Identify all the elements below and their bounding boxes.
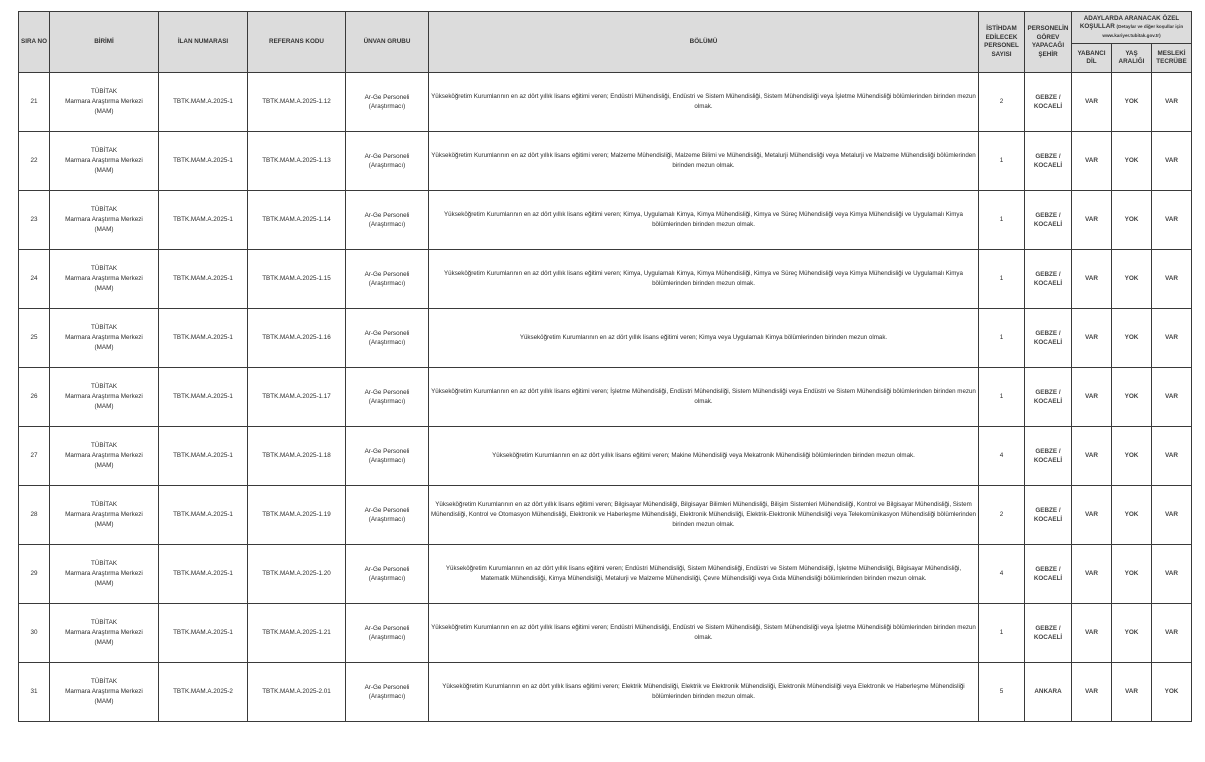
unvan-line-2: (Araştırmacı)	[368, 634, 406, 641]
row-sayi: 1	[979, 309, 1025, 368]
row-ref: TBTK.MAM.A.2025-1.20	[248, 545, 346, 604]
row-bolum: Yükseköğretim Kurumlarının en az dört yıllık lisans eğitimi veren; İşletme Mühendisliği, Endüstri Mühendisliği, Sistem Mühendisliği veya Endüstri ve Sistem Mühendisliği bölümlerinden birinden mezun olmak.	[429, 368, 979, 427]
table-row	[19, 368, 1192, 427]
unvan-line-1: Ar-Ge Personeli	[364, 447, 410, 455]
table-row	[19, 545, 1192, 604]
unvan-line-1: Ar-Ge Personeli	[364, 388, 410, 396]
row-ref: TBTK.MAM.A.2025-1.19	[248, 486, 346, 545]
row-sehir	[1025, 604, 1072, 663]
row-mesleki-tecrube: VAR	[1152, 368, 1192, 427]
row-yabanci-dil: VAR	[1072, 132, 1112, 191]
row-birimi	[50, 545, 159, 604]
row-yas-araligi: YOK	[1112, 191, 1152, 250]
unit-line-3: (MAM)	[94, 403, 114, 410]
row-yabanci-dil: VAR	[1072, 604, 1112, 663]
unit-line-3: (MAM)	[94, 226, 114, 233]
row-sayi: 4	[979, 427, 1025, 486]
table-row	[19, 250, 1192, 309]
sehir-line-2: KOCAELİ	[1033, 280, 1063, 287]
row-yabanci-dil: VAR	[1072, 486, 1112, 545]
row-sayi: 1	[979, 132, 1025, 191]
row-ilan: TBTK.MAM.A.2025-1	[159, 250, 248, 309]
unit-line-2: Marmara Araştırma Merkezi	[65, 393, 143, 400]
unvan-line-2: (Araştırmacı)	[368, 339, 406, 346]
row-unvan	[346, 486, 429, 545]
header-referans-kodu: REFERANS KODU	[248, 12, 346, 73]
row-sayi: 1	[979, 604, 1025, 663]
row-yas-araligi: YOK	[1112, 427, 1152, 486]
unvan-line-1: Ar-Ge Personeli	[364, 211, 410, 219]
unvan-line-2: (Araştırmacı)	[368, 103, 406, 110]
sehir-line-1: GEBZE /	[1035, 329, 1061, 337]
row-birimi	[50, 663, 159, 722]
unit-line-1: TÜBİTAK	[90, 560, 118, 567]
header-yabanci-dil: YABANCI DİL	[1072, 44, 1112, 73]
header-sehir: PERSONELİN GÖREV YAPACAĞI ŞEHİR	[1025, 12, 1072, 73]
unit-line-3: (MAM)	[94, 167, 114, 174]
sehir-line-2: KOCAELİ	[1033, 457, 1063, 464]
row-bolum: Yükseköğretim Kurumlarının en az dört yıllık lisans eğitimi veren; Kimya, Uygulamalı Kimya, Kimya Mühendisliği, Kimya ve Süreç Mühendisliği veya Kimya Mühendisliği ve Uygulamalı Kimya bölümlerinden birinden mezun olmak.	[429, 191, 979, 250]
table-body	[19, 73, 1192, 722]
unvan-line-2: (Araştırmacı)	[368, 162, 406, 169]
row-sehir	[1025, 309, 1072, 368]
row-sehir	[1025, 486, 1072, 545]
row-unvan	[346, 427, 429, 486]
row-birimi	[50, 132, 159, 191]
unvan-line-2: (Araştırmacı)	[368, 575, 406, 582]
row-yabanci-dil: VAR	[1072, 545, 1112, 604]
row-yas-araligi: YOK	[1112, 132, 1152, 191]
row-mesleki-tecrube: VAR	[1152, 427, 1192, 486]
unit-line-3: (MAM)	[94, 639, 114, 646]
row-bolum: Yükseköğretim Kurumlarının en az dört yıllık lisans eğitimi veren; Endüstri Mühendisliği, Sistem Mühendisliği, Endüstri ve Sistem Mühendisliği, İşletme Mühendisliği, Bilgisayar Mühendisliği, Matematik Mühendisliği, Kimya Mühendisliği, Metalurji ve Malzeme Mühendisliği, Çevre Mühendisliği veya Gıda Mühendisliği bölümlerinden birinden mezun olmak.	[429, 545, 979, 604]
row-ref: TBTK.MAM.A.2025-1.15	[248, 250, 346, 309]
row-birimi	[50, 73, 159, 132]
table-row	[19, 663, 1192, 722]
unvan-line-2: (Araştırmacı)	[368, 457, 406, 464]
table-row	[19, 309, 1192, 368]
row-yabanci-dil: VAR	[1072, 368, 1112, 427]
table-row	[19, 604, 1192, 663]
row-ilan: TBTK.MAM.A.2025-1	[159, 427, 248, 486]
unit-line-1: TÜBİTAK	[90, 265, 118, 272]
row-sayi: 1	[979, 191, 1025, 250]
sehir-line-2: KOCAELİ	[1033, 339, 1063, 346]
row-no: 27	[19, 427, 50, 486]
ozel-kosullar-detail: (Detaylar ve diğer koşullar için www.kariyer.tubitak.gov.tr)	[1102, 24, 1184, 38]
row-unvan	[346, 545, 429, 604]
row-bolum: Yükseköğretim Kurumlarının en az dört yıllık lisans eğitimi veren; Makine Mühendisliği veya Mekatronik Mühendisliği bölümlerinden birinden mezun olmak.	[429, 427, 979, 486]
row-unvan	[346, 368, 429, 427]
unvan-line-1: Ar-Ge Personeli	[364, 93, 410, 101]
row-unvan	[346, 132, 429, 191]
row-bolum: Yükseköğretim Kurumlarının en az dört yıllık lisans eğitimi veren; Malzeme Mühendisliği, Malzeme Bilimi ve Mühendisliği, Metalurji Mühendisliği veya Metalurji ve Malzeme Mühendisliği bölümlerinden birinden mezun olmak.	[429, 132, 979, 191]
row-sayi: 2	[979, 73, 1025, 132]
sehir-line-2: KOCAELİ	[1033, 398, 1063, 405]
unit-line-3: (MAM)	[94, 462, 114, 469]
sehir-line-1: GEBZE /	[1035, 565, 1061, 573]
unit-line-1: TÜBİTAK	[90, 88, 118, 95]
row-ilan: TBTK.MAM.A.2025-2	[159, 663, 248, 722]
unvan-line-1: Ar-Ge Personeli	[364, 270, 410, 278]
sehir-line-1: GEBZE /	[1035, 624, 1061, 632]
unvan-line-1: Ar-Ge Personeli	[364, 329, 410, 337]
unit-line-2: Marmara Araştırma Merkezi	[65, 570, 143, 577]
header-birimi: BİRİMİ	[50, 12, 159, 73]
row-no: 21	[19, 73, 50, 132]
sehir-line-2: KOCAELİ	[1033, 221, 1063, 228]
row-yabanci-dil: VAR	[1072, 250, 1112, 309]
row-sayi: 5	[979, 663, 1025, 722]
unit-line-1: TÜBİTAK	[90, 383, 118, 390]
row-yabanci-dil: VAR	[1072, 191, 1112, 250]
row-ilan: TBTK.MAM.A.2025-1	[159, 545, 248, 604]
row-birimi	[50, 368, 159, 427]
row-sayi: 1	[979, 368, 1025, 427]
table-row	[19, 486, 1192, 545]
sehir-line-2: KOCAELİ	[1033, 162, 1063, 169]
row-sehir	[1025, 427, 1072, 486]
row-sehir	[1025, 191, 1072, 250]
table-header	[19, 12, 1192, 73]
row-ilan: TBTK.MAM.A.2025-1	[159, 132, 248, 191]
unvan-line-1: Ar-Ge Personeli	[364, 683, 410, 691]
row-bolum: Yükseköğretim Kurumlarının en az dört yıllık lisans eğitimi veren; Elektrik Mühendisliği, Elektrik ve Elektronik Mühendisliği, Elektronik Mühendisliği veya Elektronik ve Haberleşme Mühendisliği bölümlerinden birinden mezun olmak.	[429, 663, 979, 722]
unit-line-3: (MAM)	[94, 521, 114, 528]
table-row	[19, 191, 1192, 250]
sehir-line-1: GEBZE /	[1035, 93, 1061, 101]
unit-line-2: Marmara Araştırma Merkezi	[65, 452, 143, 459]
sehir-line-1: GEBZE /	[1035, 447, 1061, 455]
sehir-line-1: GEBZE /	[1035, 270, 1061, 278]
unit-line-2: Marmara Araştırma Merkezi	[65, 334, 143, 341]
header-ilan-numarasi: İLAN NUMARASI	[159, 12, 248, 73]
unvan-line-2: (Araştırmacı)	[368, 516, 406, 523]
unit-line-3: (MAM)	[94, 285, 114, 292]
row-yas-araligi: YOK	[1112, 250, 1152, 309]
row-birimi	[50, 250, 159, 309]
unvan-line-1: Ar-Ge Personeli	[364, 506, 410, 514]
header-mesleki-tecrube: MESLEKİ TECRÜBE	[1152, 44, 1192, 73]
unit-line-2: Marmara Araştırma Merkezi	[65, 157, 143, 164]
row-yabanci-dil: VAR	[1072, 73, 1112, 132]
unit-line-2: Marmara Araştırma Merkezi	[65, 688, 143, 695]
row-sehir	[1025, 132, 1072, 191]
unit-line-3: (MAM)	[94, 580, 114, 587]
row-bolum: Yükseköğretim Kurumlarının en az dört yıllık lisans eğitimi veren; Kimya, Uygulamalı Kimya, Kimya Mühendisliği, Kimya ve Süreç Mühendisliği veya Kimya Mühendisliği ve Uygulamalı Kimya bölümlerinden birinden mezun olmak.	[429, 250, 979, 309]
header-unvan-grubu: ÜNVAN GRUBU	[346, 12, 429, 73]
row-bolum: Yükseköğretim Kurumlarının en az dört yıllık lisans eğitimi veren; Bilgisayar Mühendisliği, Bilgisayar Bilimleri Mühendisliği, Bilişim Sistemleri Mühendisliği, Kontrol ve Bilgisayar Mühendisliği, Sistem Mühendisliği, Kontrol ve Otomasyon Mühendisliği, Elektronik ve Haberleşme Mühendisliği, Elektronik Mühendisliği, Elektrik-Elektronik Mühendisliği veya Telekomünikasyon Mühendisliği bölümlerinden birinden mezun olmak.	[429, 486, 979, 545]
row-no: 26	[19, 368, 50, 427]
unit-line-1: TÜBİTAK	[90, 442, 118, 449]
unit-line-2: Marmara Araştırma Merkezi	[65, 98, 143, 105]
header-ozel-kosullar	[1072, 12, 1192, 44]
row-unvan	[346, 663, 429, 722]
row-no: 24	[19, 250, 50, 309]
row-unvan	[346, 309, 429, 368]
sehir-line-1: GEBZE /	[1035, 152, 1061, 160]
job-listings-table	[18, 11, 1192, 722]
row-unvan	[346, 250, 429, 309]
unit-line-1: TÜBİTAK	[90, 501, 118, 508]
sehir-line-1: GEBZE /	[1035, 388, 1061, 396]
row-mesleki-tecrube: VAR	[1152, 486, 1192, 545]
row-mesleki-tecrube: VAR	[1152, 132, 1192, 191]
table-row	[19, 132, 1192, 191]
header-yas-araligi: YAŞ ARALIĞI	[1112, 44, 1152, 73]
row-birimi	[50, 486, 159, 545]
unvan-line-2: (Araştırmacı)	[368, 280, 406, 287]
row-yabanci-dil: VAR	[1072, 309, 1112, 368]
row-yas-araligi: YOK	[1112, 545, 1152, 604]
unit-line-1: TÜBİTAK	[90, 147, 118, 154]
row-ref: TBTK.MAM.A.2025-1.21	[248, 604, 346, 663]
row-ref: TBTK.MAM.A.2025-1.13	[248, 132, 346, 191]
row-sayi: 4	[979, 545, 1025, 604]
row-ilan: TBTK.MAM.A.2025-1	[159, 191, 248, 250]
unit-line-1: TÜBİTAK	[90, 206, 118, 213]
row-birimi	[50, 309, 159, 368]
unit-line-3: (MAM)	[94, 108, 114, 115]
unvan-line-2: (Araştırmacı)	[368, 221, 406, 228]
row-no: 23	[19, 191, 50, 250]
sehir-line-2: KOCAELİ	[1033, 516, 1063, 523]
row-mesleki-tecrube: VAR	[1152, 604, 1192, 663]
row-sayi: 1	[979, 250, 1025, 309]
row-bolum: Yükseköğretim Kurumlarının en az dört yıllık lisans eğitimi veren; Endüstri Mühendisliği, Endüstri ve Sistem Mühendisliği, Sistem Mühendisliği veya İşletme Mühendisliği bölümlerinden birinden mezun olmak.	[429, 604, 979, 663]
sehir-line-1: GEBZE /	[1035, 211, 1061, 219]
row-ref: TBTK.MAM.A.2025-1.12	[248, 73, 346, 132]
row-yas-araligi: YOK	[1112, 73, 1152, 132]
row-bolum: Yükseköğretim Kurumlarının en az dört yıllık lisans eğitimi veren; Kimya veya Uygulamalı Kimya bölümlerinden birinden mezun olmak.	[429, 309, 979, 368]
row-sehir	[1025, 663, 1072, 722]
sehir-line-2: KOCAELİ	[1033, 103, 1063, 110]
row-mesleki-tecrube: VAR	[1152, 191, 1192, 250]
unit-line-3: (MAM)	[94, 344, 114, 351]
unvan-line-1: Ar-Ge Personeli	[364, 565, 410, 573]
unit-line-1: TÜBİTAK	[90, 678, 118, 685]
row-no: 30	[19, 604, 50, 663]
row-unvan	[346, 73, 429, 132]
unvan-line-2: (Araştırmacı)	[368, 398, 406, 405]
row-ref: TBTK.MAM.A.2025-1.14	[248, 191, 346, 250]
unit-line-3: (MAM)	[94, 698, 114, 705]
row-ref: TBTK.MAM.A.2025-1.17	[248, 368, 346, 427]
unvan-line-1: Ar-Ge Personeli	[364, 152, 410, 160]
row-yas-araligi: YOK	[1112, 604, 1152, 663]
row-sehir	[1025, 250, 1072, 309]
unvan-line-2: (Araştırmacı)	[368, 693, 406, 700]
row-yas-araligi: YOK	[1112, 486, 1152, 545]
unit-line-1: TÜBİTAK	[90, 619, 118, 626]
row-ilan: TBTK.MAM.A.2025-1	[159, 486, 248, 545]
header-sira-no: SIRA NO	[19, 12, 50, 73]
header-bolumu: BÖLÜMÜ	[429, 12, 979, 73]
row-bolum: Yükseköğretim Kurumlarının en az dört yıllık lisans eğitimi veren; Endüstri Mühendisliği, Endüstri ve Sistem Mühendisliği, Sistem Mühendisliği veya İşletme Mühendisliği bölümlerinden birinden mezun olmak.	[429, 73, 979, 132]
row-no: 25	[19, 309, 50, 368]
sehir-line-2: KOCAELİ	[1033, 575, 1063, 582]
unit-line-2: Marmara Araştırma Merkezi	[65, 629, 143, 636]
row-no: 28	[19, 486, 50, 545]
row-sehir	[1025, 368, 1072, 427]
row-mesleki-tecrube: VAR	[1152, 309, 1192, 368]
row-yabanci-dil: VAR	[1072, 663, 1112, 722]
sehir-line-1: ANKARA	[1034, 688, 1062, 696]
sehir-line-2: KOCAELİ	[1033, 634, 1063, 641]
row-ilan: TBTK.MAM.A.2025-1	[159, 604, 248, 663]
row-no: 22	[19, 132, 50, 191]
row-birimi	[50, 191, 159, 250]
row-yas-araligi: VAR	[1112, 663, 1152, 722]
row-birimi	[50, 427, 159, 486]
sehir-line-1: GEBZE /	[1035, 506, 1061, 514]
row-yabanci-dil: VAR	[1072, 427, 1112, 486]
row-ref: TBTK.MAM.A.2025-1.16	[248, 309, 346, 368]
table-row	[19, 427, 1192, 486]
row-mesleki-tecrube: VAR	[1152, 250, 1192, 309]
row-yas-araligi: YOK	[1112, 309, 1152, 368]
unvan-line-1: Ar-Ge Personeli	[364, 624, 410, 632]
unit-line-1: TÜBİTAK	[90, 324, 118, 331]
header-istihdam: İSTİHDAM EDİLECEK PERSONEL SAYISI	[979, 12, 1025, 73]
row-no: 31	[19, 663, 50, 722]
row-sayi: 2	[979, 486, 1025, 545]
unit-line-2: Marmara Araştırma Merkezi	[65, 275, 143, 282]
row-birimi	[50, 604, 159, 663]
row-ref: TBTK.MAM.A.2025-2.01	[248, 663, 346, 722]
row-mesleki-tecrube: YOK	[1152, 663, 1192, 722]
row-ilan: TBTK.MAM.A.2025-1	[159, 73, 248, 132]
row-sehir	[1025, 545, 1072, 604]
unit-line-2: Marmara Araştırma Merkezi	[65, 511, 143, 518]
row-unvan	[346, 604, 429, 663]
unit-line-2: Marmara Araştırma Merkezi	[65, 216, 143, 223]
row-unvan	[346, 191, 429, 250]
row-mesleki-tecrube: VAR	[1152, 545, 1192, 604]
row-yas-araligi: YOK	[1112, 368, 1152, 427]
row-ilan: TBTK.MAM.A.2025-1	[159, 309, 248, 368]
row-sehir	[1025, 73, 1072, 132]
row-no: 29	[19, 545, 50, 604]
ozel-kosullar-title: ADAYLARDA ARANACAK ÖZEL KOŞULLAR	[1079, 14, 1180, 31]
row-ilan: TBTK.MAM.A.2025-1	[159, 368, 248, 427]
table-row	[19, 73, 1192, 132]
row-mesleki-tecrube: VAR	[1152, 73, 1192, 132]
row-ref: TBTK.MAM.A.2025-1.18	[248, 427, 346, 486]
